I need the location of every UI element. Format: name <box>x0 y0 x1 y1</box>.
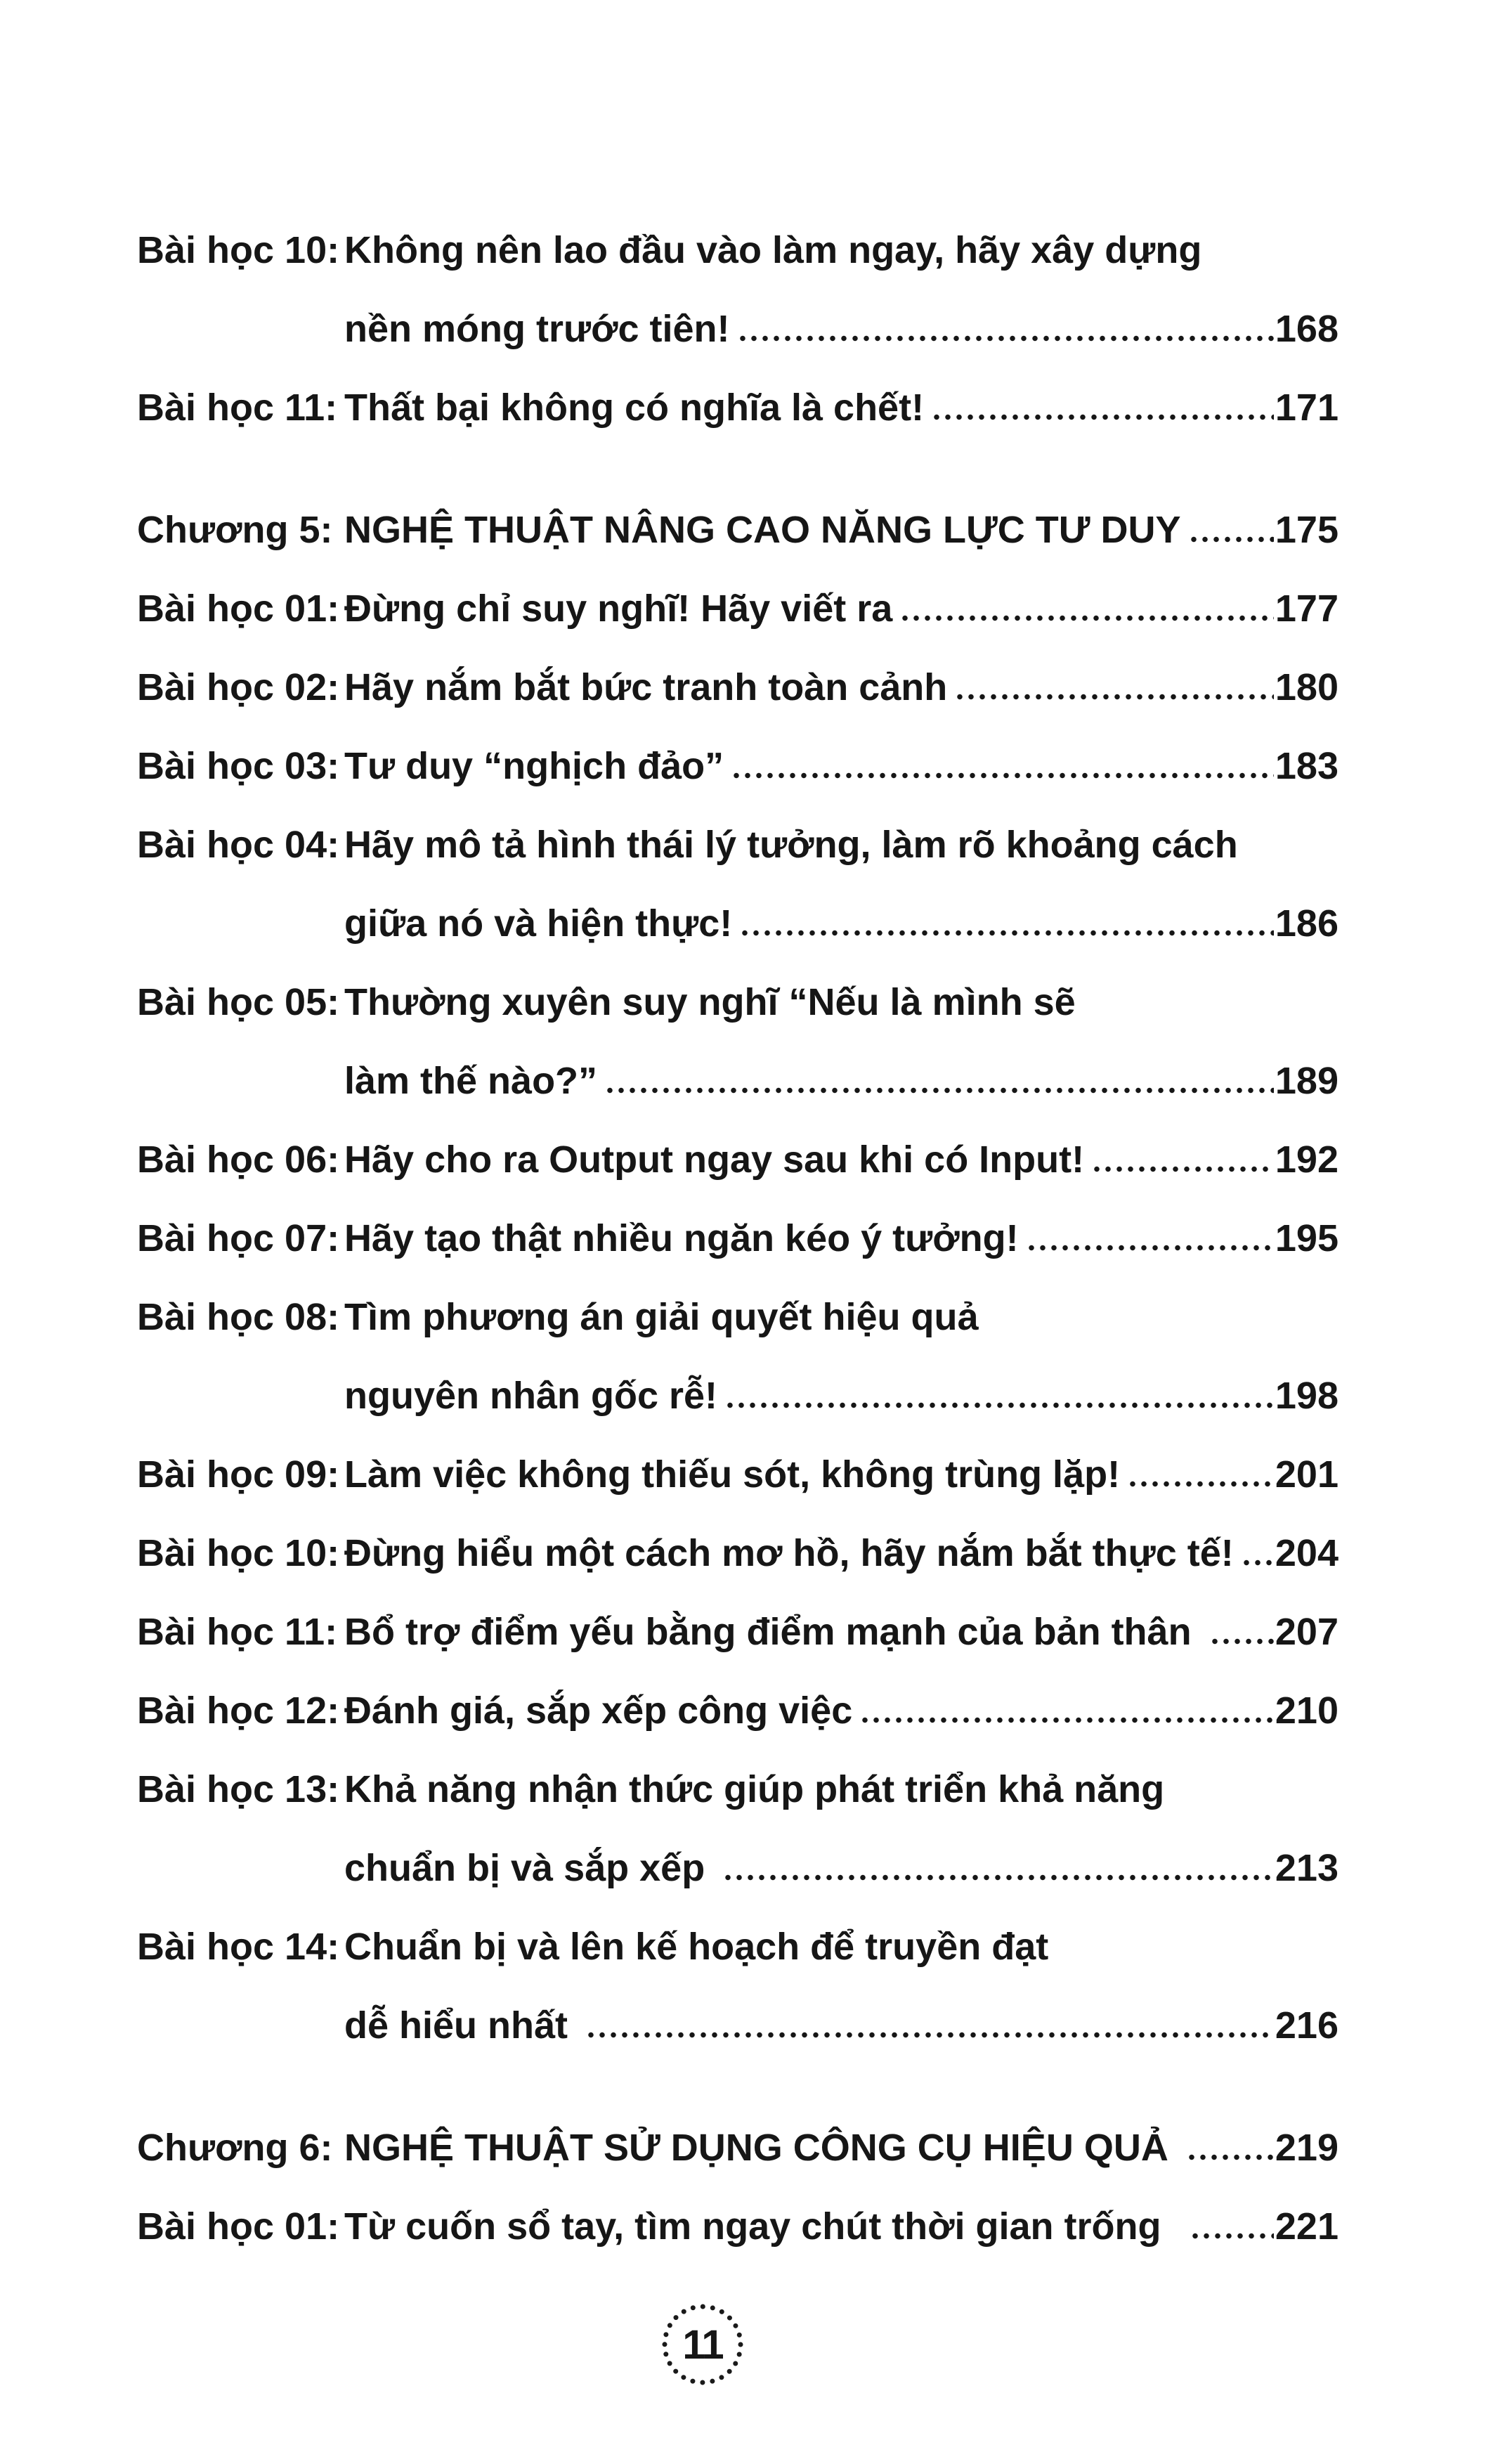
dot-leader <box>1241 1560 1274 1566</box>
entry-label: Bài học 03: <box>137 745 340 787</box>
entry-label: Bài học 04: <box>137 824 340 866</box>
entry-label: Bài học 11: <box>137 387 338 429</box>
toc-entry <box>137 648 1339 727</box>
dot-leader <box>1188 536 1274 543</box>
toc-entry <box>137 1514 1339 1593</box>
toc-entry <box>137 1120 1339 1199</box>
entry-page-number: 192 <box>1275 1139 1339 1181</box>
toc-entry <box>137 963 1339 1120</box>
entry-page-number: 201 <box>1275 1453 1339 1496</box>
entry-page-number: 221 <box>1275 2205 1339 2248</box>
entry-label: Bài học 02: <box>137 666 340 708</box>
toc-entry <box>137 368 1339 447</box>
entry-title: Tìm phương án giải quyết hiệu quả <box>344 1296 979 1338</box>
entry-label: Bài học 05: <box>137 981 340 1023</box>
entry-label: Bài học 01: <box>137 2205 340 2248</box>
entry-page-number: 189 <box>1275 1060 1339 1102</box>
entry-title: Hãy tạo thật nhiều ngăn kéo ý tưởng! <box>344 1217 1019 1259</box>
entry-label: Bài học 01: <box>137 588 340 630</box>
entry-page-number: 175 <box>1275 509 1339 551</box>
entry-title: Không nên lao đầu vào làm ngay, hãy xây dựng <box>344 229 1202 271</box>
entry-title: Thất bại không có nghĩa là chết! <box>344 387 925 429</box>
entry-page-number: 204 <box>1275 1532 1339 1574</box>
toc-entry <box>137 1278 1339 1435</box>
dot-leader <box>1209 1638 1274 1645</box>
entry-label: Bài học 08: <box>137 1296 340 1338</box>
entry-label: Bài học 10: <box>137 1532 340 1574</box>
toc-entry <box>137 805 1339 963</box>
entry-page-number: 213 <box>1275 1847 1339 1889</box>
page-number-badge <box>659 2301 746 2388</box>
entry-label: Chương 6: <box>137 2127 333 2169</box>
entry-title: Thường xuyên suy nghĩ “Nếu là mình sẽ <box>344 981 1076 1023</box>
dot-leader <box>737 335 1274 342</box>
entry-label: Bài học 07: <box>137 1217 340 1259</box>
page-number: 11 <box>682 2321 723 2368</box>
entry-page-number: 219 <box>1275 2127 1339 2169</box>
dot-leader <box>954 694 1274 700</box>
entry-title: Đừng hiểu một cách mơ hồ, hãy nắm bắt thực tế! <box>344 1532 1234 1574</box>
toc-entry <box>137 1671 1339 1750</box>
toc-entry <box>137 569 1339 648</box>
dot-leader <box>724 1402 1274 1408</box>
entry-page-number: 183 <box>1275 745 1339 787</box>
entry-label: Bài học 10: <box>137 229 340 271</box>
entry-label: Bài học 09: <box>137 1453 340 1496</box>
page-footer <box>137 2301 1339 2388</box>
dot-leader <box>1091 1166 1274 1172</box>
dot-leader <box>899 615 1274 621</box>
entry-label: Bài học 13: <box>137 1768 340 1810</box>
toc-entry <box>137 2187 1339 2266</box>
dot-leader <box>604 1087 1274 1094</box>
toc-entry <box>137 211 1339 368</box>
entry-title: NGHỆ THUẬT NÂNG CAO NĂNG LỰC TƯ DUY <box>344 509 1181 551</box>
entry-title: Làm việc không thiếu sót, không trùng lặp! <box>344 1453 1121 1496</box>
dot-leader <box>1026 1245 1274 1251</box>
dot-leader <box>1190 2233 1274 2239</box>
dot-leader <box>931 414 1274 420</box>
toc-entry <box>137 727 1339 805</box>
entry-title: Hãy nắm bắt bức tranh toàn cảnh <box>344 666 948 708</box>
entry-page-number: 177 <box>1275 588 1339 630</box>
dot-leader <box>1186 2154 1274 2160</box>
entry-title: Hãy cho ra Output ngay sau khi có Input! <box>344 1139 1085 1181</box>
entry-label: Bài học 14: <box>137 1926 340 1968</box>
entry-title: Hãy mô tả hình thái lý tưởng, làm rõ khoảng cách <box>344 824 1238 866</box>
entry-page-number: 216 <box>1275 2004 1339 2047</box>
entry-title: Bổ trợ điểm yếu bằng điểm mạnh của bản thân <box>344 1611 1202 1653</box>
entry-page-number: 171 <box>1275 387 1339 429</box>
entry-label: Chương 5: <box>137 509 333 551</box>
entry-page-number: 207 <box>1275 1611 1339 1653</box>
entry-title-continued: nền móng trước tiên! <box>344 308 730 350</box>
toc-entry-chapter <box>137 491 1339 569</box>
entry-title-continued: dễ hiểu nhất <box>344 2004 579 2047</box>
entry-label: Bài học 06: <box>137 1139 340 1181</box>
entry-title-continued: giữa nó và hiện thực! <box>344 902 733 945</box>
dot-leader <box>731 772 1274 779</box>
entry-title: Tư duy “nghịch đảo” <box>344 745 724 787</box>
entry-title: Khả năng nhận thức giúp phát triển khả năng <box>344 1768 1165 1810</box>
entry-title: NGHỆ THUẬT SỬ DỤNG CÔNG CỤ HIỆU QUẢ <box>344 2127 1179 2169</box>
entry-title: Đánh giá, sắp xếp công việc <box>344 1690 853 1732</box>
entry-page-number: 198 <box>1275 1375 1339 1417</box>
entry-label: Bài học 11: <box>137 1611 338 1653</box>
dot-leader <box>585 2032 1274 2038</box>
toc-entry <box>137 1907 1339 2065</box>
entry-title-continued: nguyên nhân gốc rễ! <box>344 1375 718 1417</box>
dot-leader <box>722 1874 1274 1881</box>
dot-leader <box>859 1717 1274 1723</box>
toc-entry-chapter <box>137 2108 1339 2187</box>
dot-leader <box>739 930 1274 936</box>
toc-entry <box>137 1435 1339 1514</box>
entry-title: Chuẩn bị và lên kế hoạch để truyền đạt <box>344 1926 1049 1968</box>
dot-leader <box>1127 1481 1274 1487</box>
toc-entry <box>137 1593 1339 1671</box>
entry-title: Đừng chỉ suy nghĩ! Hãy viết ra <box>344 588 893 630</box>
toc-entry <box>137 1199 1339 1278</box>
entry-title: Từ cuốn sổ tay, tìm ngay chút thời gian trống <box>344 2205 1183 2248</box>
entry-page-number: 210 <box>1275 1690 1339 1732</box>
entry-title-continued: chuẩn bị và sắp xếp <box>344 1847 716 1889</box>
entry-page-number: 195 <box>1275 1217 1339 1259</box>
toc-entry <box>137 1750 1339 1907</box>
entry-page-number: 168 <box>1275 308 1339 350</box>
entry-title-continued: làm thế nào?” <box>344 1060 598 1102</box>
entry-page-number: 186 <box>1275 902 1339 945</box>
entry-label: Bài học 12: <box>137 1690 340 1732</box>
entry-page-number: 180 <box>1275 666 1339 708</box>
